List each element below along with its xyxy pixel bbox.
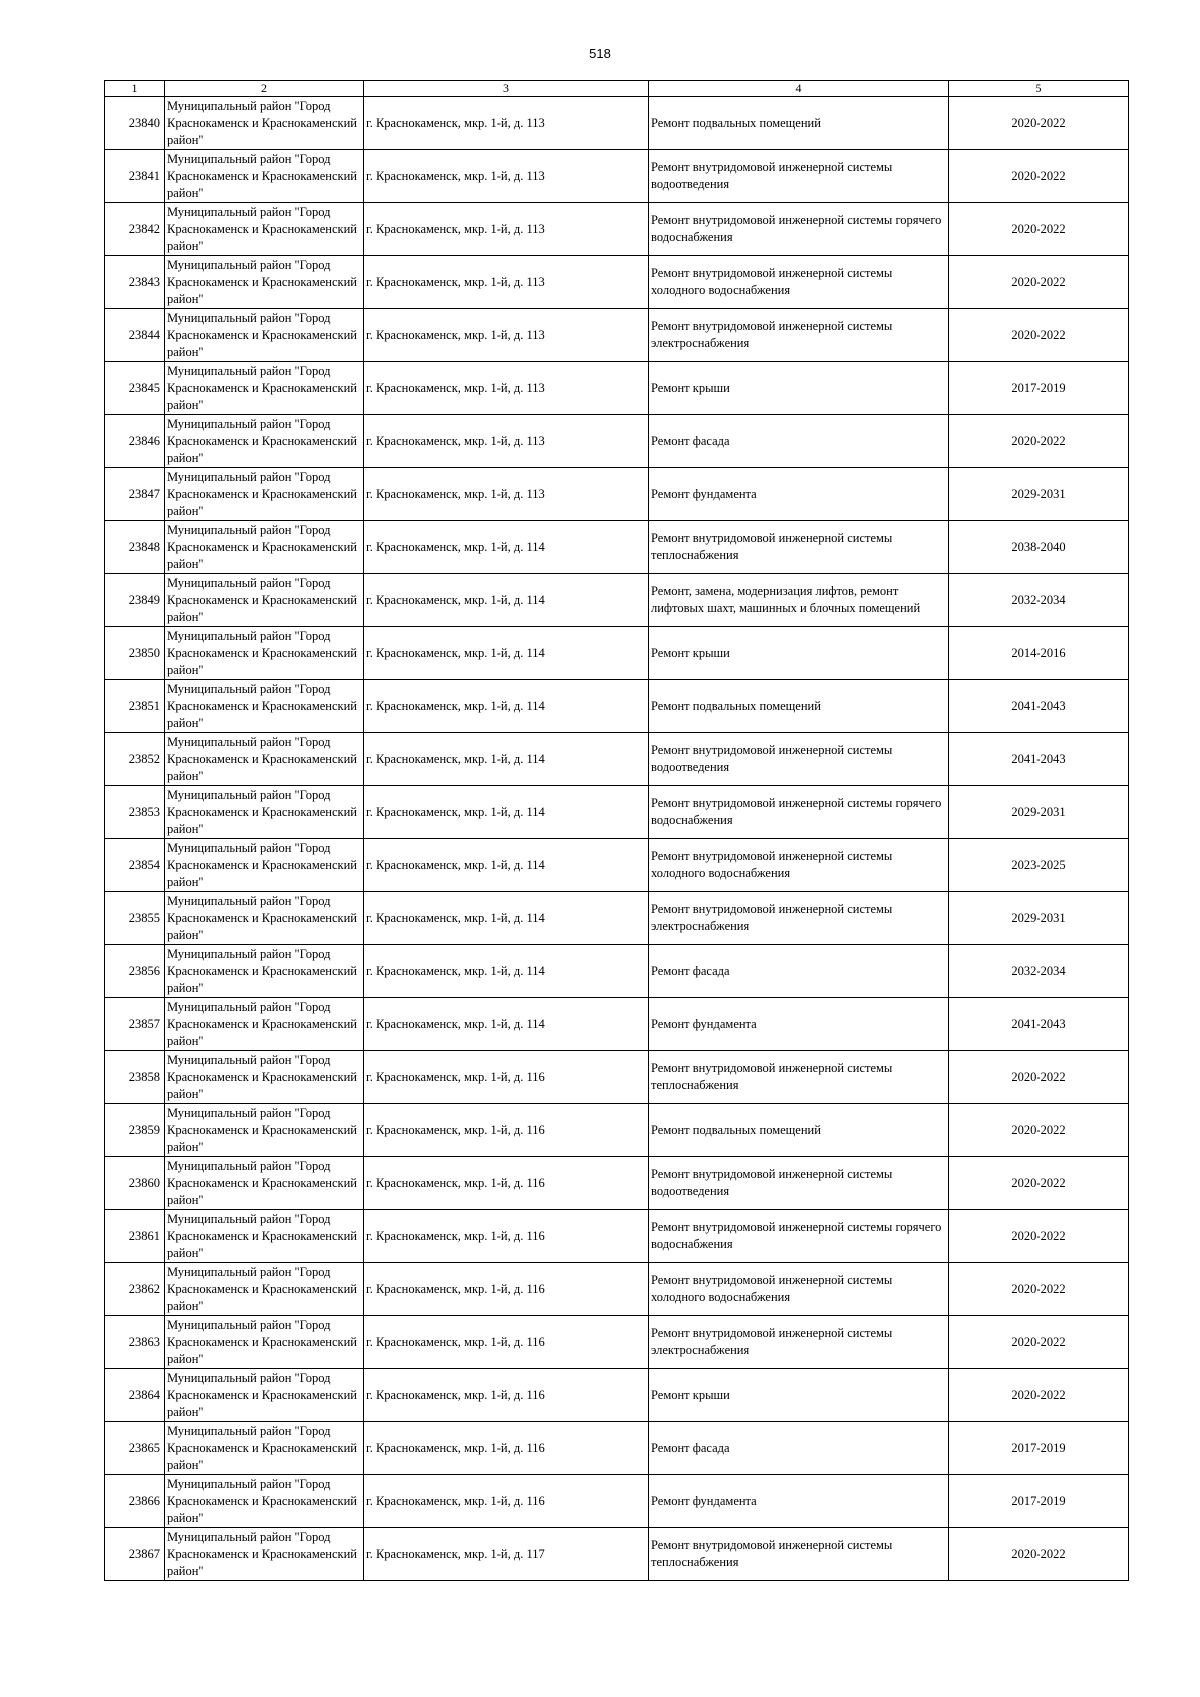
period-cell: 2020-2022: [949, 1210, 1129, 1263]
table-row: [105, 892, 1129, 945]
address-cell: г. Краснокаменск, мкр. 1-й, д. 116: [364, 1369, 649, 1422]
row-number: 23848: [105, 521, 165, 574]
table-row: [105, 415, 1129, 468]
period-cell: 2029-2031: [949, 468, 1129, 521]
table-row: [105, 1210, 1129, 1263]
work-type-cell: Ремонт подвальных помещений: [649, 97, 949, 150]
row-number: 23854: [105, 839, 165, 892]
work-type-cell: Ремонт крыши: [649, 362, 949, 415]
work-type-cell: Ремонт фундамента: [649, 468, 949, 521]
period-cell: 2032-2034: [949, 945, 1129, 998]
work-type-cell: Ремонт внутридомовой инженерной системы холодного водоснабжения: [649, 1263, 949, 1316]
table-row: [105, 1051, 1129, 1104]
address-cell: г. Краснокаменск, мкр. 1-й, д. 116: [364, 1051, 649, 1104]
period-cell: 2020-2022: [949, 97, 1129, 150]
address-cell: г. Краснокаменск, мкр. 1-й, д. 117: [364, 1528, 649, 1581]
municipality-cell: Муниципальный район "Город Краснокаменск и Краснокаменский район": [165, 415, 364, 468]
municipality-cell: Муниципальный район "Город Краснокаменск и Краснокаменский район": [165, 680, 364, 733]
row-number: 23849: [105, 574, 165, 627]
work-type-cell: Ремонт, замена, модернизация лифтов, ремонт лифтовых шахт, машинных и блочных помещений: [649, 574, 949, 627]
period-cell: 2029-2031: [949, 892, 1129, 945]
work-type-cell: Ремонт внутридомовой инженерной системы теплоснабжения: [649, 1528, 949, 1581]
period-cell: 2041-2043: [949, 733, 1129, 786]
municipality-cell: Муниципальный район "Город Краснокаменск и Краснокаменский район": [165, 1157, 364, 1210]
table-row: [105, 839, 1129, 892]
municipality-cell: Муниципальный район "Город Краснокаменск и Краснокаменский район": [165, 362, 364, 415]
row-number: 23863: [105, 1316, 165, 1369]
work-type-cell: Ремонт крыши: [649, 627, 949, 680]
municipality-cell: Муниципальный район "Город Краснокаменск и Краснокаменский район": [165, 1210, 364, 1263]
municipality-cell: Муниципальный район "Город Краснокаменск и Краснокаменский район": [165, 256, 364, 309]
work-type-cell: Ремонт внутридомовой инженерной системы холодного водоснабжения: [649, 256, 949, 309]
municipality-cell: Муниципальный район "Город Краснокаменск и Краснокаменский район": [165, 1422, 364, 1475]
address-cell: г. Краснокаменск, мкр. 1-й, д. 116: [364, 1475, 649, 1528]
address-cell: г. Краснокаменск, мкр. 1-й, д. 113: [364, 468, 649, 521]
period-cell: 2020-2022: [949, 309, 1129, 362]
period-cell: 2020-2022: [949, 150, 1129, 203]
address-cell: г. Краснокаменск, мкр. 1-й, д. 116: [364, 1316, 649, 1369]
table-row: [105, 203, 1129, 256]
address-cell: г. Краснокаменск, мкр. 1-й, д. 114: [364, 892, 649, 945]
address-cell: г. Краснокаменск, мкр. 1-й, д. 113: [364, 415, 649, 468]
work-type-cell: Ремонт внутридомовой инженерной системы электроснабжения: [649, 1316, 949, 1369]
work-type-cell: Ремонт фасада: [649, 415, 949, 468]
work-type-cell: Ремонт внутридомовой инженерной системы теплоснабжения: [649, 1051, 949, 1104]
row-number: 23846: [105, 415, 165, 468]
period-cell: 2017-2019: [949, 362, 1129, 415]
table-row: [105, 574, 1129, 627]
row-number: 23852: [105, 733, 165, 786]
period-cell: 2020-2022: [949, 1369, 1129, 1422]
address-cell: г. Краснокаменск, мкр. 1-й, д. 116: [364, 1210, 649, 1263]
page-number: 518: [589, 46, 611, 61]
work-type-cell: Ремонт внутридомовой инженерной системы горячего водоснабжения: [649, 1210, 949, 1263]
table-row: [105, 1475, 1129, 1528]
table-row: [105, 1104, 1129, 1157]
period-cell: 2020-2022: [949, 1263, 1129, 1316]
work-type-cell: Ремонт крыши: [649, 1369, 949, 1422]
work-type-cell: Ремонт внутридомовой инженерной системы горячего водоснабжения: [649, 203, 949, 256]
table-row: [105, 256, 1129, 309]
work-type-cell: Ремонт внутридомовой инженерной системы водоотведения: [649, 733, 949, 786]
address-cell: г. Краснокаменск, мкр. 1-й, д. 113: [364, 309, 649, 362]
period-cell: 2032-2034: [949, 574, 1129, 627]
period-cell: 2020-2022: [949, 1316, 1129, 1369]
work-type-cell: Ремонт внутридомовой инженерной системы теплоснабжения: [649, 521, 949, 574]
row-number: 23866: [105, 1475, 165, 1528]
work-type-cell: Ремонт фундамента: [649, 1475, 949, 1528]
row-number: 23861: [105, 1210, 165, 1263]
row-number: 23841: [105, 150, 165, 203]
row-number: 23840: [105, 97, 165, 150]
address-cell: г. Краснокаменск, мкр. 1-й, д. 114: [364, 521, 649, 574]
row-number: 23853: [105, 786, 165, 839]
row-number: 23851: [105, 680, 165, 733]
period-cell: 2014-2016: [949, 627, 1129, 680]
period-cell: 2020-2022: [949, 1104, 1129, 1157]
municipality-cell: Муниципальный район "Город Краснокаменск и Краснокаменский район": [165, 1528, 364, 1581]
column-header-3: 3: [364, 81, 649, 97]
municipality-cell: Муниципальный район "Город Краснокаменск и Краснокаменский район": [165, 786, 364, 839]
table-row: [105, 733, 1129, 786]
municipality-cell: Муниципальный район "Город Краснокаменск и Краснокаменский район": [165, 733, 364, 786]
period-cell: 2020-2022: [949, 1051, 1129, 1104]
period-cell: 2017-2019: [949, 1475, 1129, 1528]
period-cell: 2020-2022: [949, 415, 1129, 468]
municipality-cell: Муниципальный район "Город Краснокаменск и Краснокаменский район": [165, 97, 364, 150]
table-row: [105, 362, 1129, 415]
municipality-cell: Муниципальный район "Город Краснокаменск и Краснокаменский район": [165, 309, 364, 362]
column-header-5: 5: [949, 81, 1129, 97]
work-type-cell: Ремонт внутридомовой инженерной системы электроснабжения: [649, 309, 949, 362]
address-cell: г. Краснокаменск, мкр. 1-й, д. 114: [364, 574, 649, 627]
work-type-cell: Ремонт фасада: [649, 1422, 949, 1475]
period-cell: 2020-2022: [949, 203, 1129, 256]
row-number: 23850: [105, 627, 165, 680]
municipality-cell: Муниципальный район "Город Краснокаменск и Краснокаменский район": [165, 1104, 364, 1157]
address-cell: г. Краснокаменск, мкр. 1-й, д. 113: [364, 97, 649, 150]
row-number: 23867: [105, 1528, 165, 1581]
row-number: 23845: [105, 362, 165, 415]
row-number: 23843: [105, 256, 165, 309]
municipality-cell: Муниципальный район "Город Краснокаменск и Краснокаменский район": [165, 839, 364, 892]
table-row: [105, 309, 1129, 362]
address-cell: г. Краснокаменск, мкр. 1-й, д. 114: [364, 627, 649, 680]
row-number: 23864: [105, 1369, 165, 1422]
table-row: [105, 786, 1129, 839]
period-cell: 2041-2043: [949, 998, 1129, 1051]
period-cell: 2020-2022: [949, 1157, 1129, 1210]
address-cell: г. Краснокаменск, мкр. 1-й, д. 116: [364, 1157, 649, 1210]
row-number: 23858: [105, 1051, 165, 1104]
municipality-cell: Муниципальный район "Город Краснокаменск и Краснокаменский район": [165, 945, 364, 998]
municipality-cell: Муниципальный район "Город Краснокаменск и Краснокаменский район": [165, 1263, 364, 1316]
table-row: [105, 150, 1129, 203]
address-cell: г. Краснокаменск, мкр. 1-й, д. 116: [364, 1263, 649, 1316]
address-cell: г. Краснокаменск, мкр. 1-й, д. 114: [364, 945, 649, 998]
period-cell: 2041-2043: [949, 680, 1129, 733]
address-cell: г. Краснокаменск, мкр. 1-й, д. 114: [364, 998, 649, 1051]
column-header-2: 2: [165, 81, 364, 97]
header-row: [105, 81, 1129, 97]
address-cell: г. Краснокаменск, мкр. 1-й, д. 113: [364, 150, 649, 203]
work-type-cell: Ремонт фундамента: [649, 998, 949, 1051]
period-cell: 2017-2019: [949, 1422, 1129, 1475]
repair-schedule-table: [104, 80, 1129, 1581]
work-type-cell: Ремонт внутридомовой инженерной системы водоотведения: [649, 1157, 949, 1210]
municipality-cell: Муниципальный район "Город Краснокаменск и Краснокаменский район": [165, 1369, 364, 1422]
table-row: [105, 945, 1129, 998]
period-cell: 2020-2022: [949, 256, 1129, 309]
municipality-cell: Муниципальный район "Город Краснокаменск и Краснокаменский район": [165, 892, 364, 945]
work-type-cell: Ремонт внутридомовой инженерной системы водоотведения: [649, 150, 949, 203]
table-row: [105, 1528, 1129, 1581]
row-number: 23862: [105, 1263, 165, 1316]
period-cell: 2038-2040: [949, 521, 1129, 574]
municipality-cell: Муниципальный район "Город Краснокаменск и Краснокаменский район": [165, 203, 364, 256]
row-number: 23860: [105, 1157, 165, 1210]
row-number: 23855: [105, 892, 165, 945]
row-number: 23857: [105, 998, 165, 1051]
table-row: [105, 1422, 1129, 1475]
table-row: [105, 998, 1129, 1051]
municipality-cell: Муниципальный район "Город Краснокаменск и Краснокаменский район": [165, 1316, 364, 1369]
municipality-cell: Муниципальный район "Город Краснокаменск и Краснокаменский район": [165, 574, 364, 627]
table-row: [105, 97, 1129, 150]
row-number: 23844: [105, 309, 165, 362]
work-type-cell: Ремонт внутридомовой инженерной системы горячего водоснабжения: [649, 786, 949, 839]
address-cell: г. Краснокаменск, мкр. 1-й, д. 113: [364, 256, 649, 309]
table-row: [105, 1369, 1129, 1422]
address-cell: г. Краснокаменск, мкр. 1-й, д. 113: [364, 362, 649, 415]
row-number: 23847: [105, 468, 165, 521]
period-cell: 2020-2022: [949, 1528, 1129, 1581]
address-cell: г. Краснокаменск, мкр. 1-й, д. 114: [364, 839, 649, 892]
municipality-cell: Муниципальный район "Город Краснокаменск и Краснокаменский район": [165, 150, 364, 203]
work-type-cell: Ремонт внутридомовой инженерной системы электроснабжения: [649, 892, 949, 945]
address-cell: г. Краснокаменск, мкр. 1-й, д. 114: [364, 733, 649, 786]
row-number: 23842: [105, 203, 165, 256]
address-cell: г. Краснокаменск, мкр. 1-й, д. 116: [364, 1422, 649, 1475]
address-cell: г. Краснокаменск, мкр. 1-й, д. 113: [364, 203, 649, 256]
period-cell: 2029-2031: [949, 786, 1129, 839]
table-row: [105, 1157, 1129, 1210]
table-row: [105, 627, 1129, 680]
municipality-cell: Муниципальный район "Город Краснокаменск и Краснокаменский район": [165, 627, 364, 680]
work-type-cell: Ремонт подвальных помещений: [649, 1104, 949, 1157]
table-row: [105, 680, 1129, 733]
work-type-cell: Ремонт подвальных помещений: [649, 680, 949, 733]
address-cell: г. Краснокаменск, мкр. 1-й, д. 116: [364, 1104, 649, 1157]
period-cell: 2023-2025: [949, 839, 1129, 892]
work-type-cell: Ремонт фасада: [649, 945, 949, 998]
municipality-cell: Муниципальный район "Город Краснокаменск и Краснокаменский район": [165, 521, 364, 574]
table-row: [105, 468, 1129, 521]
municipality-cell: Муниципальный район "Город Краснокаменск и Краснокаменский район": [165, 1475, 364, 1528]
row-number: 23859: [105, 1104, 165, 1157]
table-row: [105, 521, 1129, 574]
column-header-1: 1: [105, 81, 165, 97]
municipality-cell: Муниципальный район "Город Краснокаменск и Краснокаменский район": [165, 1051, 364, 1104]
table-row: [105, 1316, 1129, 1369]
municipality-cell: Муниципальный район "Город Краснокаменск и Краснокаменский район": [165, 998, 364, 1051]
work-type-cell: Ремонт внутридомовой инженерной системы холодного водоснабжения: [649, 839, 949, 892]
municipality-cell: Муниципальный район "Город Краснокаменск и Краснокаменский район": [165, 468, 364, 521]
address-cell: г. Краснокаменск, мкр. 1-й, д. 114: [364, 786, 649, 839]
row-number: 23865: [105, 1422, 165, 1475]
table-row: [105, 1263, 1129, 1316]
row-number: 23856: [105, 945, 165, 998]
column-header-4: 4: [649, 81, 949, 97]
address-cell: г. Краснокаменск, мкр. 1-й, д. 114: [364, 680, 649, 733]
